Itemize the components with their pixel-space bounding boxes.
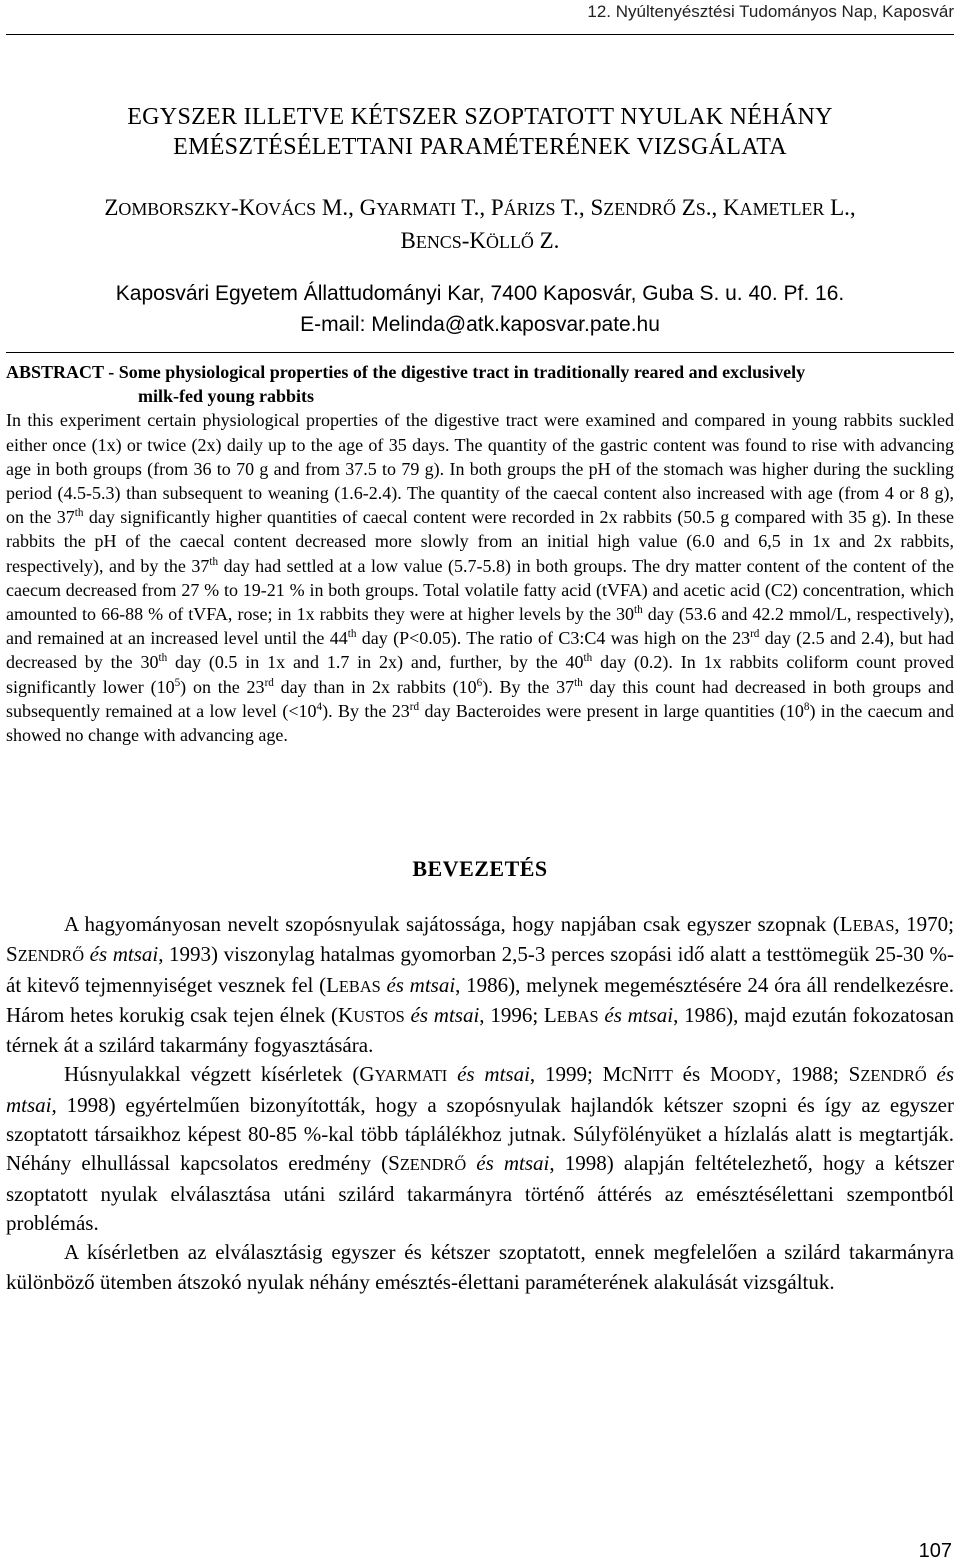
- affiliation: [0, 278, 960, 340]
- section-heading: BEVEZETÉS: [412, 856, 548, 881]
- authors-line-1: ZOMBORSZKY-KOVÁCS M., GYARMATI T., PÁRIZS T., SZENDRŐ ZS., KAMETLER L.,: [104, 195, 856, 220]
- header-rule: [6, 34, 954, 35]
- authors-line-2: BENCS-KÖLLŐ Z.: [400, 228, 560, 253]
- paragraph: Húsnyulakkal végzett kísérletek (GYARMATI és mtsai, 1999; MCNITT és MOODY, 1988; SZENDRŐ és mtsai, 1998) egyértelműen bizonyították, hogy a szopósnyulak hajlandók kétszer szopni és így az egyszer szoptatott társaikhoz képest 80-85 %-kal több táplálékhoz jutnak. Súlyfölényüket a hízlalás alatt is megtartják. Néhány elhullással kapcsolatos eredmény (SZENDRŐ és mtsai, 1998) alapján feltételezhető, hogy a kétszer szoptatott nyulak elválasztása utáni szilárd takarmányra történő áttérés az emésztésélettani szempontból problémás.: [6, 1062, 955, 1235]
- author-list: [0, 192, 960, 258]
- affiliation-address: Kaposvári Egyetem Állattudományi Kar, 7400 Kaposvár, Guba S. u. 40. Pf. 16.: [115, 282, 845, 305]
- abstract-title-line-2: milk-fed young rabbits: [138, 386, 315, 407]
- affiliation-rule: [6, 352, 954, 353]
- title-line-1: EGYSZER ILLETVE KÉTSZER SZOPTATOTT NYULAK NÉHÁNY: [127, 104, 833, 130]
- abstract: [6, 360, 954, 747]
- abstract-title-line-1: ABSTRACT - Some physiological properties of the digestive tract in traditionally reared and exclusively: [6, 362, 806, 382]
- abstract-body: In this experiment certain physiological properties of the digestive tract were examined and compared in young rabbits suckled either once (1x) or twice (2x) daily up to the age of 35 days. The quantity of the gastric content was found to rise with advancing age in both groups (from 36 to 70 g and from 37.5 to 79 g). In both groups the pH of the stomach was higher during the suckling period (4.5-5.3) than subsequent to weaning (1.6-2.4). The quantity of the caecal content also increased with age (from 4 or 8 g), on the 37th day significantly higher quantities of caecal content were recorded in 2x rabbits (50.5 g compared with 35 g). In these rabbits the pH of the caecal content decreased more slowly from an initial high value (6.0 and 6,5 in 1x and 2x rabbits, respectively), and by the 37th day had settled at a low value (5.7-5.8) in both groups. The dry matter content of the content of the caecum decreased from 27 % to 19-21 % in both groups. Total volatile fatty acid (tVFA) and acetic acid (C2) concentration, which amounted to 66-88 % of tVFA, rose; in 1x rabbits they were at higher levels by the 30th day (53.6 and 42.2 mmol/L, respectively), and remained at an increased level until the 44th day (P<0.05). The ratio of C3:C4 was high on the 23rd day (2.5 and 2.4), but had decreased by the 30th day (0.5 in 1x and 1.7 in 2x) and, further, by the 40th day (0.2). In 1x rabbits coliform count proved significantly lower $(10^5)$ on the 23rd day than in 2x rabbits $(10^6)$. By the 37th day this count had decreased in both groups and subsequently remained at a low level $(<10^4)$. By the 23rd day Bacteroides were present in large quantities $(10^8)$ in the caecum and showed no change with advancing age.: [6, 410, 955, 746]
- abstract-title: [6, 360, 954, 408]
- title-line-2: EMÉSZTÉSÉLETTANI PARAMÉTERÉNEK VIZSGÁLATA: [173, 134, 787, 160]
- paragraph: A hagyományosan nevelt szopósnyulak sajátossága, hogy napjában csak egyszer szopnak (LEBAS, 1970; SZENDRŐ és mtsai, 1993) viszonylag hatalmas gyomorban 2,5-3 perces szopási idő alatt a testtömegük 25-30 %-át kitevő tejmennyiséget vesznek fel (LEBAS és mtsai, 1986), melynek megemésztésére 24 óra áll rendelkezésre. Három hetes korukig csak tejen élnek (KUSTOS és mtsai, 1996; LEBAS és mtsai, 1986), majd ezután fokozatosan térnek át a szilárd takarmány fogyasztására.: [6, 912, 955, 1058]
- paper-title: [0, 102, 960, 162]
- affiliation-email: E-mail: Melinda@atk.kaposvar.pate.hu: [300, 313, 660, 336]
- running-header: 12. Nyúltenyésztési Tudományos Nap, Kaposvár: [587, 2, 954, 21]
- paragraph: A kísérletben az elválasztásig egyszer és kétszer szoptatott, ennek megfelelően a szilárd takarmányra különböző ütemben átszokó nyulak néhány emésztés-élettani paraméterének alakulását vizsgáltuk.: [6, 1240, 954, 1294]
- body-text: [6, 910, 954, 1297]
- page-number: 107: [918, 1540, 952, 1562]
